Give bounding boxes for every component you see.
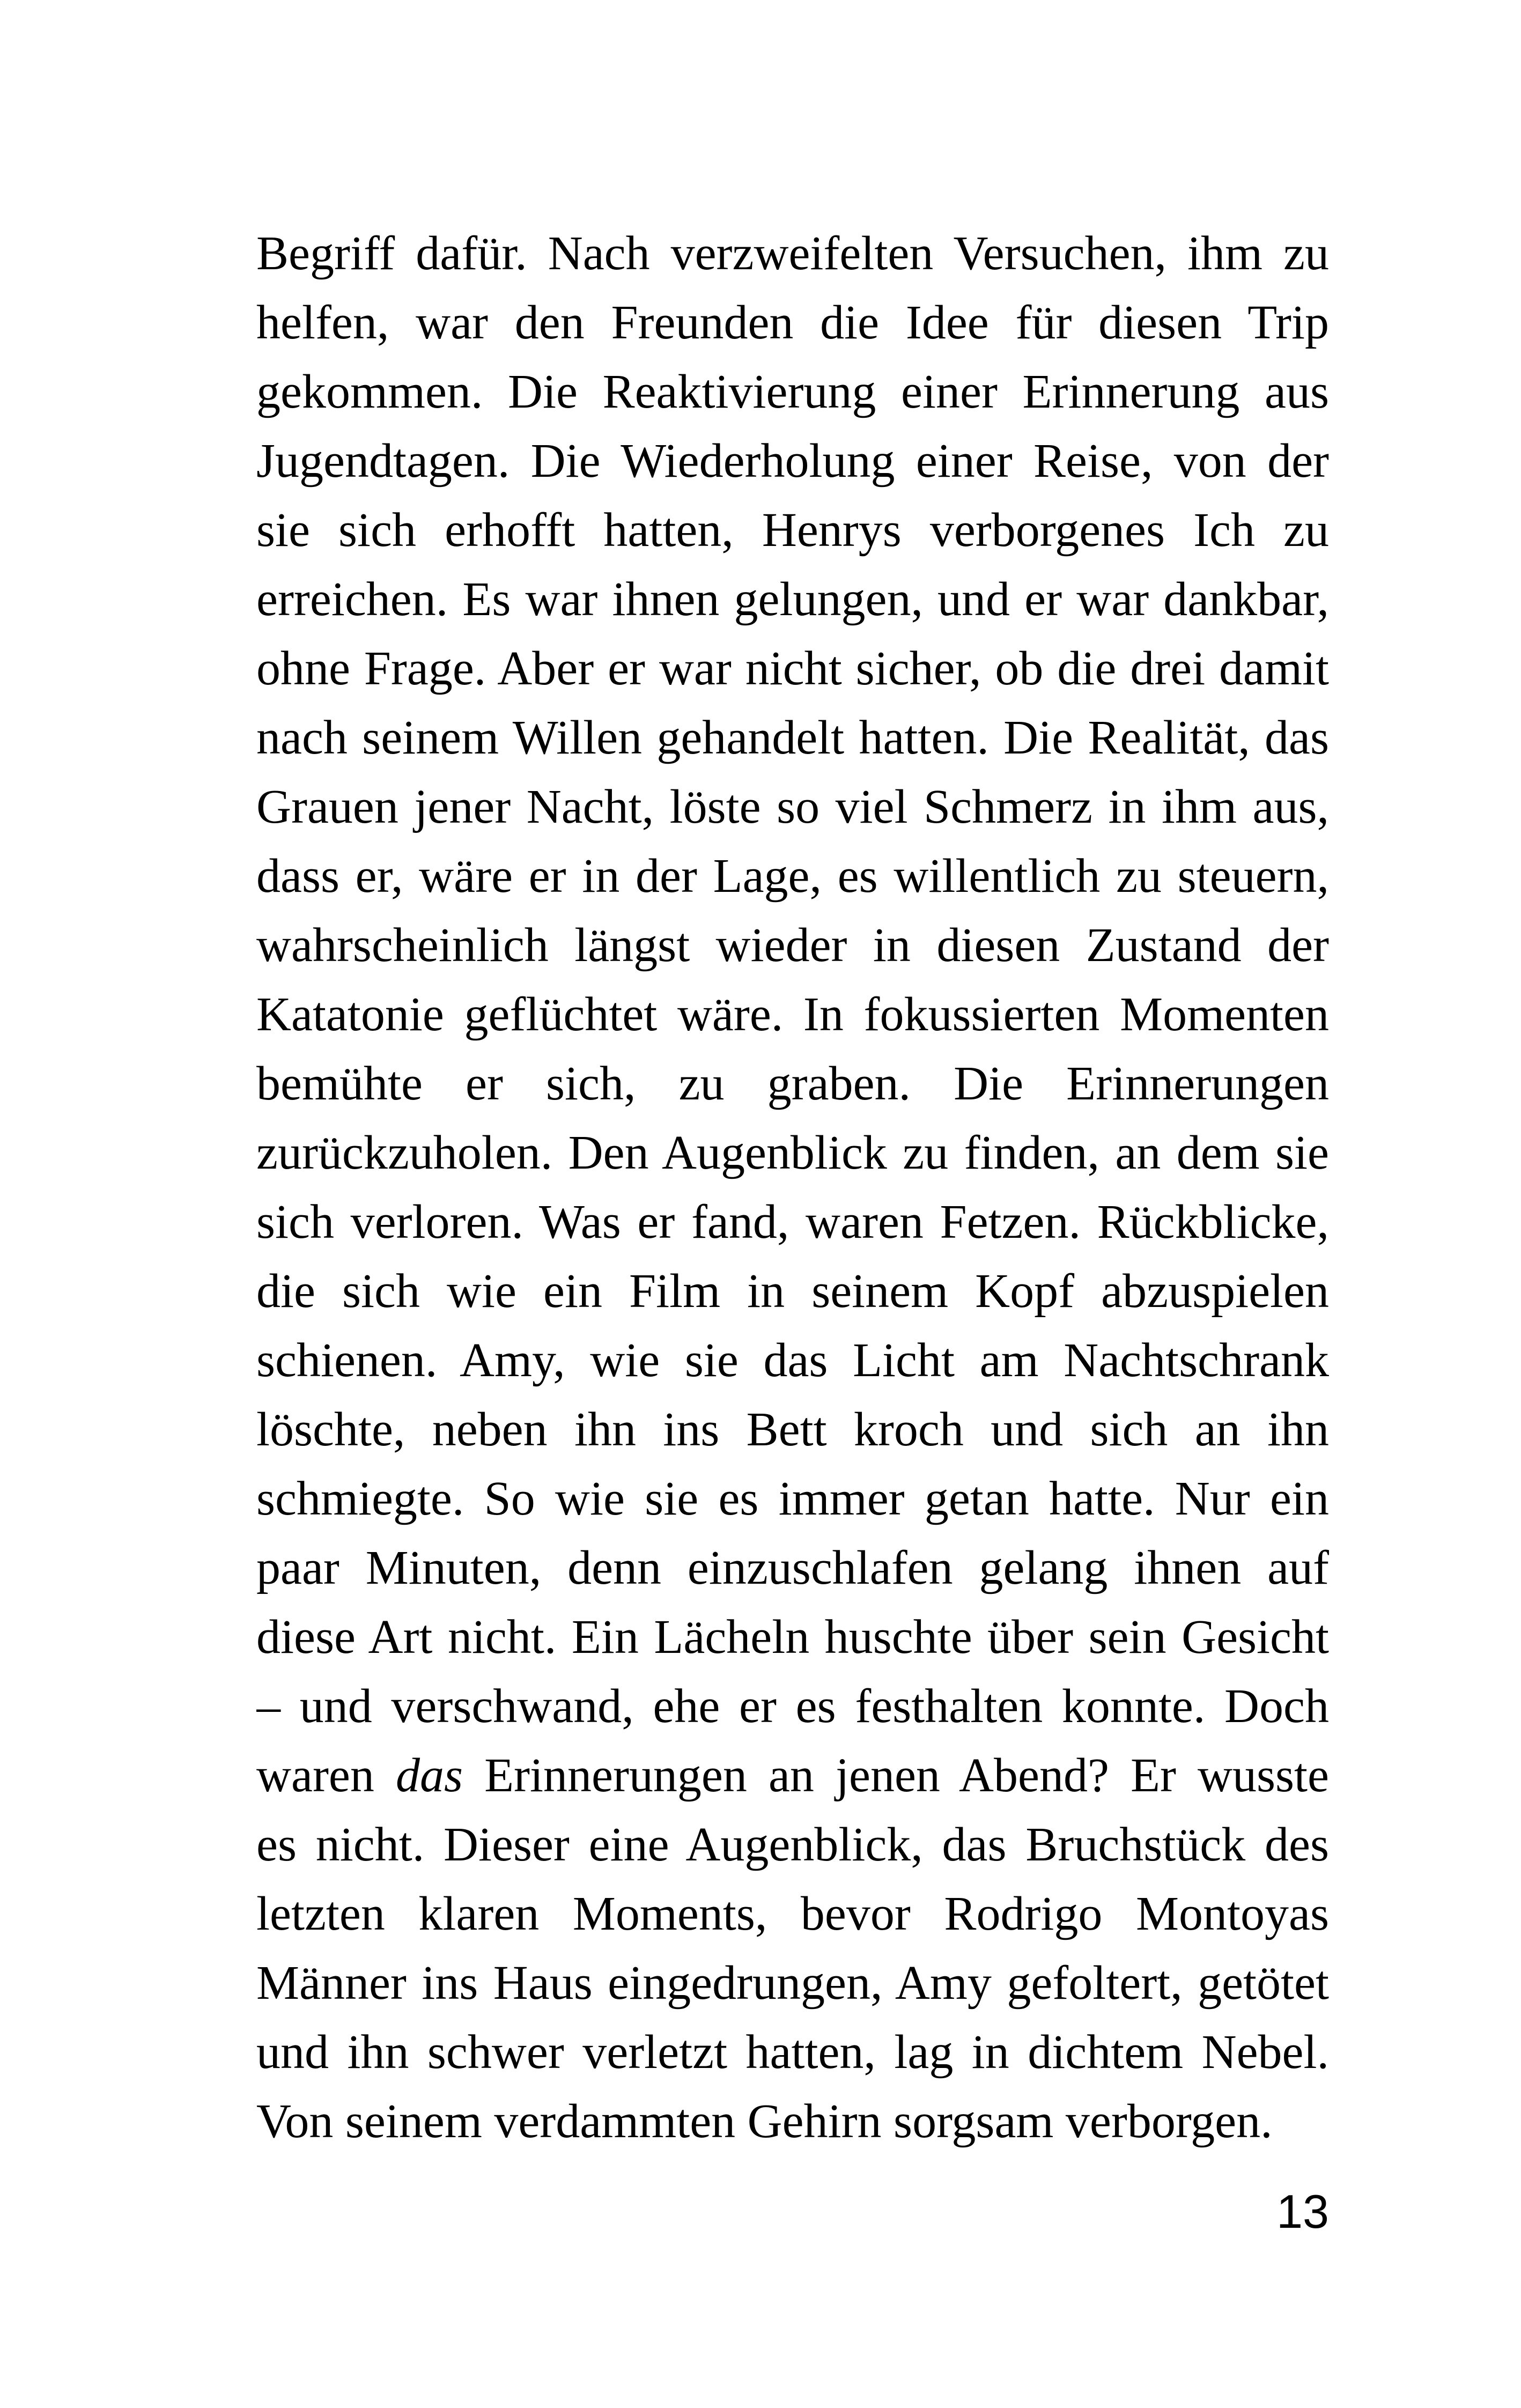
text-line: schienen. Amy, wie sie das Licht am Nachtschrank <box>256 1334 1329 1387</box>
text-line: – und verschwand, ehe er es festhalten konnte. Doch <box>256 1680 1329 1733</box>
text-line: es nicht. Dieser eine Augenblick, das Bruchstück des <box>256 1818 1329 1871</box>
text-line: erreichen. Es war ihnen gelungen, und er war dankbar, <box>256 573 1329 626</box>
text-line: Grauen jener Nacht, löste so viel Schmerz in ihm aus, <box>256 780 1329 833</box>
text-line: helfen, war den Freunden die Idee für diesen Trip <box>256 296 1329 349</box>
text-line: Katatonie geflüchtet wäre. In fokussierten Momenten <box>256 988 1329 1041</box>
text-line: dass er, wäre er in der Lage, es willentlich zu steuern, <box>256 850 1329 903</box>
italic-text-segment: das <box>395 1749 463 1802</box>
text-line: Jugendtagen. Die Wiederholung einer Reise, von der <box>256 434 1329 487</box>
text-line: paar Minuten, denn einzuschlafen gelang ihnen auf <box>256 1541 1329 1594</box>
text-line: und ihn schwer verletzt hatten, lag in dichtem Nebel. <box>256 2026 1329 2079</box>
page-number: 13 <box>1276 2185 1329 2238</box>
text-line: wahrscheinlich längst wieder in diesen Zustand der <box>256 919 1329 972</box>
text-line: letzten klaren Moments, bevor Rodrigo Montoyas <box>256 1887 1329 1940</box>
text-line: bemühte er sich, zu graben. Die Erinnerungen <box>256 1057 1329 1110</box>
text-line: sich verloren. Was er fand, waren Fetzen. Rückblicke, <box>256 1195 1329 1249</box>
text-line: Von seinem verdammten Gehirn sorgsam verborgen. <box>256 2095 1273 2148</box>
text-line: Begriff dafür. Nach verzweifelten Versuchen, ihm zu <box>256 227 1329 280</box>
text-segment: Erinnerungen an jenen Abend? Er wusste <box>462 1749 1329 1802</box>
text-line: die sich wie ein Film in seinem Kopf abzuspielen <box>256 1265 1329 1318</box>
text-line: diese Art nicht. Ein Lächeln huschte über sein Gesicht <box>256 1611 1329 1664</box>
text-line: ohne Frage. Aber er war nicht sicher, ob die drei damit <box>256 642 1329 695</box>
text-line: gekommen. Die Reaktivierung einer Erinnerung aus <box>256 365 1329 418</box>
text-line: schmiegte. So wie sie es immer getan hatte. Nur ein <box>256 1472 1329 1525</box>
text-line: nach seinem Willen gehandelt hatten. Die Realität, das <box>256 711 1329 764</box>
text-line: löschte, neben ihn ins Bett kroch und sich an ihn <box>256 1403 1329 1456</box>
body-text <box>256 219 1329 2156</box>
text-segment: waren <box>256 1749 396 1802</box>
text-line: zurückzuholen. Den Augenblick zu finden, an dem sie <box>256 1126 1329 1179</box>
text-line <box>256 1741 1329 1810</box>
text-line: Männer ins Haus eingedrungen, Amy gefoltert, getötet <box>256 1956 1329 2010</box>
text-line: sie sich erhofft hatten, Henrys verborgenes Ich zu <box>256 504 1329 557</box>
